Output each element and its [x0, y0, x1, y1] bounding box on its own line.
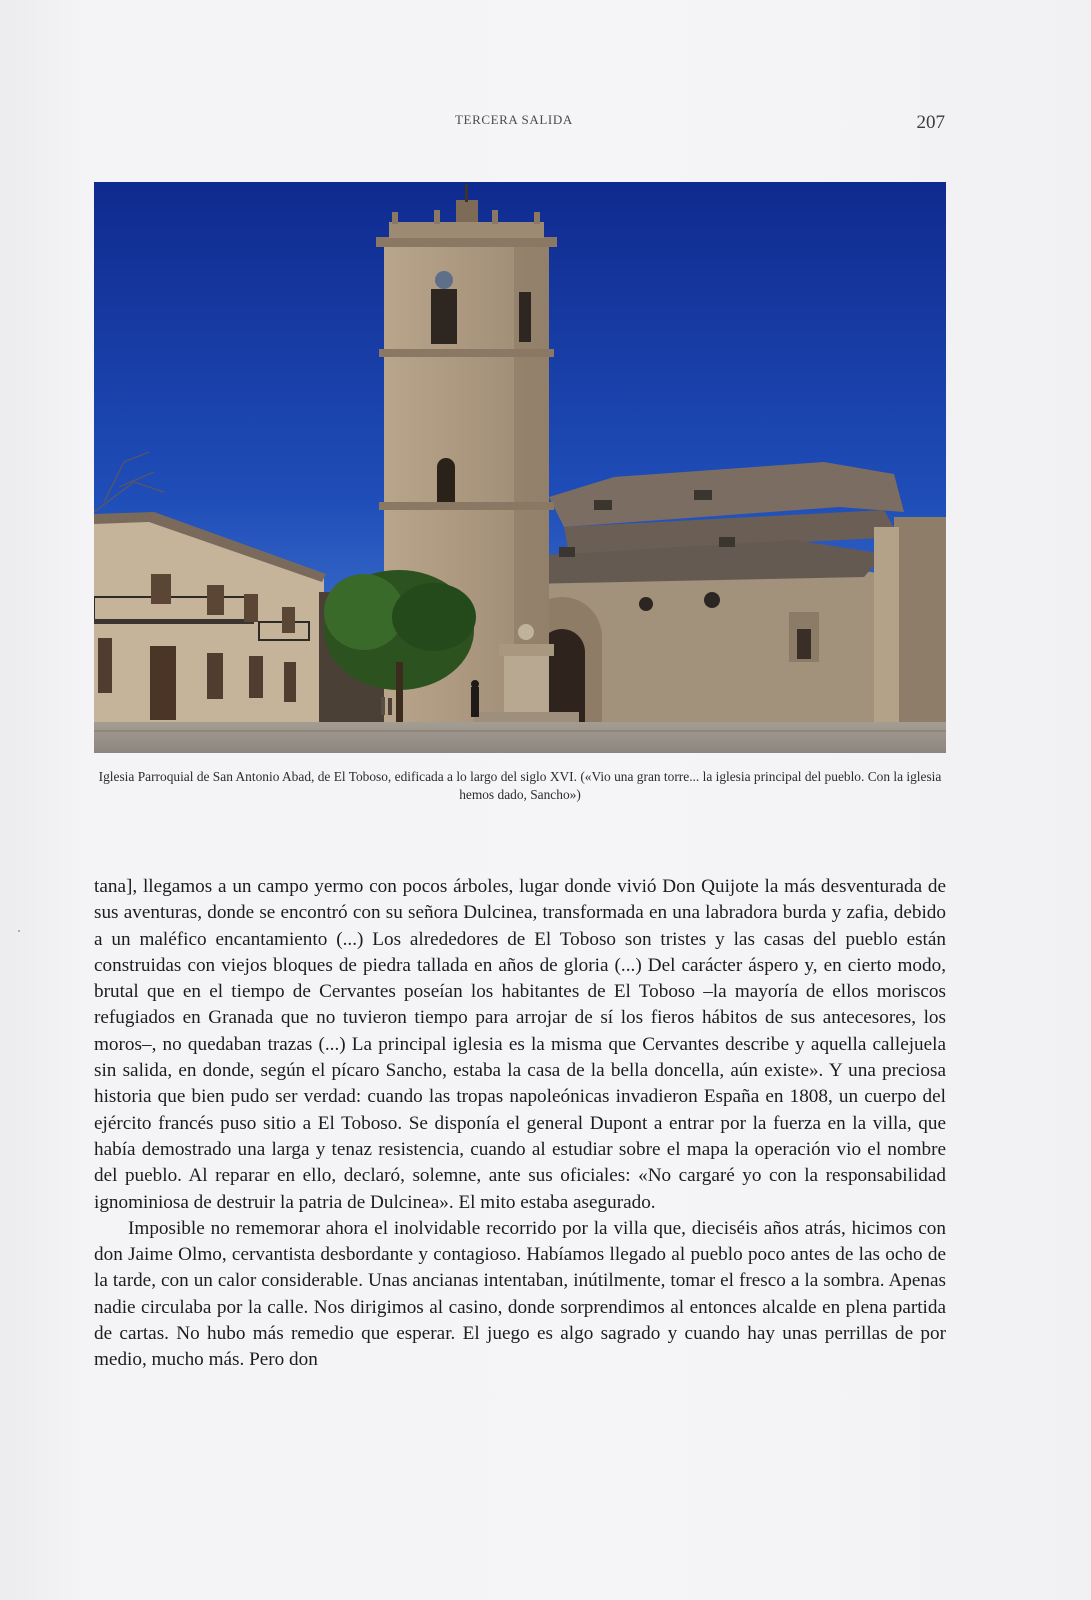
paragraph: tana], llegamos a un campo yermo con pocos árboles, lugar donde vivió Don Quijote la más desventurada de sus aventuras, donde se encontró con su señora Dulcinea, transformada en una labradora burda y zafia, debido a un maléfico encantamiento (...) Los alrededores de El Toboso son tristes y las casas del pueblo están construidas con viejos bloques de piedra tallada en años de gloria (...) Del carácter áspero y, en cierto modo, brutal que en el tiempo de Cervantes poseían los habitantes de El Toboso –la mayoría de ellos moriscos refugiados en Granada que no tuvieron tiempo para arrojar de sí los fieros hábitos de sus antecesores, los moros–, no quedaban trazas (...) La principal iglesia es la misma que Cervantes describe y aquella callejuela sin salida, en donde, según el pícaro Sancho, estaba la casa de la bella doncella, aún existe». Y una preciosa historia que bien pudo ser verdad: cuando las tropas napoleónicas invadieron España en 1808, un cuerpo del ejército francés puso sitio a El Toboso. Se disponía el general Dupont a entrar por la fuerza en la villa, que había demostrado una larga y tenaz resistencia, cuando al estudiar sobre el mapa la operación vio el nombre del pueblo. Al reparar en ello, declaró, solemne, ante sus oficiales: «No cargaré yo con la responsabilidad ignominiosa de destruir la patria de Dulcinea». El mito estaba asegurado. — [94, 876, 946, 1213]
gutter-mark — [18, 930, 20, 932]
caption-text-end: . («Vio una gran torre... la iglesia principal del pueblo. Con la iglesia hemos dado, Sancho») — [459, 769, 942, 802]
paragraph: Imposible no rememorar ahora el inolvidable recorrido por la villa que, dieciséis años atrás, hicimos con don Jaime Olmo, cervantista desbordante y contagioso. Habíamos llegado al pueblo poco antes de las ocho de la tarde, con un calor considerable. Unas ancianas intentaban, inútilmente, tomar el fresco a la sombra. Apenas nadie circulaba por la calle. Nos dirigimos al casino, donde sorprendimos al entonces alcalde en plena partida de cartas. No hubo más remedio que esperar. El juego es algo sagrado y cuando hay unas perrillas de por medio, mucho más. Pero don — [94, 1217, 946, 1371]
caption-text-start: Iglesia Parroquial de San Antonio Abad, de El Toboso, edificada a lo largo del siglo — [98, 769, 550, 784]
running-head: TERCERA SALIDA — [455, 112, 573, 127]
body-text — [94, 874, 946, 1374]
caption-century: XVI — [549, 769, 574, 784]
plaza — [94, 722, 946, 753]
figure-caption — [94, 768, 946, 804]
page-number: 207 — [916, 112, 945, 133]
church-photograph — [94, 182, 946, 753]
